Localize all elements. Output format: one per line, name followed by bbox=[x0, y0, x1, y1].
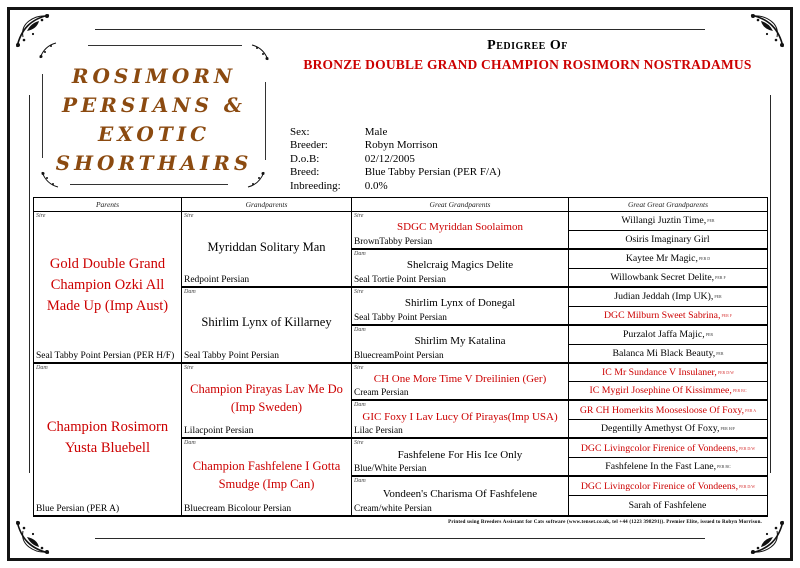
great-great-grandparent-name: IC Mygirl Josephine Of Kissimmee, bbox=[589, 385, 732, 397]
great-grandparent-breed: Cream Persian bbox=[354, 388, 409, 399]
great-grandparent-name: SDGC Myriddan Soolaimon bbox=[397, 221, 523, 234]
great-great-grandparent-cell bbox=[569, 212, 767, 231]
dam-breed: Blue Persian (PER A) bbox=[36, 504, 120, 514]
role-label: Dam bbox=[354, 478, 366, 485]
great-grandparent-breed: Blue/White Persian bbox=[354, 464, 427, 475]
great-grandparent-name: Shelcraig Magics Delite bbox=[406, 259, 514, 272]
grandparent-breed: Bluecream Bicolour Persian bbox=[184, 504, 292, 514]
great-great-grandparent-cell bbox=[569, 269, 767, 288]
great-great-grandparent-name: Kaytee Mr Magic, bbox=[625, 253, 698, 265]
role-label: Sire bbox=[354, 213, 364, 219]
sire-role-label: Sire bbox=[36, 213, 46, 219]
inbreeding-label: Inbreeding: bbox=[290, 179, 341, 192]
great-grandparent-breed: Lilac Persian bbox=[354, 426, 403, 437]
great-great-grandparent-cell bbox=[569, 307, 767, 326]
sire-breed: Seal Tabby Point Persian (PER H/F) bbox=[36, 350, 175, 361]
role-label: Dam bbox=[354, 250, 366, 257]
great-great-grandparent-name: Sarah of Fashfelene bbox=[628, 500, 707, 512]
breed-code-suffix: PER bbox=[716, 350, 724, 356]
inner-border-left bbox=[29, 95, 30, 473]
great-great-grandparent-name: Balanca Mi Black Beauty, bbox=[612, 347, 716, 359]
column-header-great-grandparents: Great Grandparents bbox=[352, 198, 569, 212]
dam-role-label: Dam bbox=[36, 364, 48, 371]
inner-border-bottom bbox=[95, 538, 705, 539]
breeder-value: Robyn Morrison bbox=[364, 139, 438, 152]
great-grandparent-breed: BluecreamPoint Persian bbox=[354, 350, 444, 361]
great-grandparent-name: Shirlim Lynx of Donegal bbox=[404, 297, 516, 310]
great-great-grandparent-name: DGC Livingcolor Firenice of Vondeens, bbox=[580, 442, 739, 454]
great-great-grandparent-cell bbox=[569, 345, 767, 364]
great-great-grandparent-name: IC Mr Sundance V Insulaner, bbox=[601, 366, 717, 378]
great-great-grandparent-cell bbox=[569, 326, 767, 345]
grandparent-cell bbox=[182, 288, 352, 364]
breed-value: Blue Tabby Persian (PER F/A) bbox=[364, 166, 501, 179]
great-great-grandparent-name: DGC Milburn Sweet Sabrina, bbox=[603, 309, 721, 321]
pedigree-of-label: Pedigree Of bbox=[487, 38, 568, 53]
breeder-label: Breeder: bbox=[290, 139, 328, 152]
dob-label: D.o.B: bbox=[290, 152, 320, 165]
great-great-grandparent-name: Purzalot Jaffa Majic, bbox=[622, 329, 705, 341]
great-great-grandparent-name: Willowbank Secret Delite, bbox=[610, 271, 715, 283]
software-credit-line: Printed using Breeders Assistant for Cats software (www.tenset.co.uk, tel +44 (1223 398291)). Premier Elite, issued to Robyn Morrison. bbox=[448, 520, 762, 525]
great-great-grandparent-cell bbox=[569, 477, 767, 496]
great-grandparent-cell bbox=[352, 439, 569, 477]
sex-label: Sex: bbox=[290, 126, 310, 138]
great-grandparent-name: Fashfelene For His Ice Only bbox=[397, 448, 523, 461]
great-grandparent-name: CH One More Time V Dreilinien (Ger) bbox=[373, 372, 547, 385]
grandparent-breed: Redpoint Persian bbox=[184, 274, 250, 285]
great-great-grandparent-cell bbox=[569, 496, 767, 515]
info-row-breed bbox=[290, 166, 501, 179]
great-grandparent-cell bbox=[352, 364, 569, 402]
info-row-sex bbox=[290, 126, 501, 139]
breed-code-suffix: PER bbox=[714, 294, 722, 300]
great-great-grandparent-name: Degentilly Amethyst Of Foxy, bbox=[600, 423, 720, 435]
sire-cell bbox=[34, 212, 182, 364]
inner-border-top bbox=[95, 29, 705, 30]
great-grandparent-cell bbox=[352, 212, 569, 250]
role-label: Sire bbox=[184, 213, 194, 219]
grandparent-name: Shirlim Lynx of Killarney bbox=[201, 315, 332, 330]
great-grandparent-breed: BrownTabby Persian bbox=[354, 236, 433, 247]
great-great-grandparent-cell bbox=[569, 439, 767, 458]
pedigree-header bbox=[285, 38, 770, 73]
dam-name: Champion Rosimorn Yusta Bluebell bbox=[46, 418, 169, 456]
role-label: Dam bbox=[184, 288, 196, 295]
great-great-grandparent-cell bbox=[569, 401, 767, 420]
grandparent-cell bbox=[182, 439, 352, 515]
sire-name: Gold Double Grand Champion Ozki All Made Up (Imp Aust) bbox=[46, 255, 169, 314]
great-grandparent-cell bbox=[352, 401, 569, 439]
grandparent-name: Champion Fashfelene I Gotta Smudge (Imp Can) bbox=[192, 459, 341, 491]
great-great-grandparent-cell bbox=[569, 288, 767, 307]
dam-cell bbox=[34, 364, 182, 516]
great-great-grandparent-cell bbox=[569, 250, 767, 269]
great-grandparent-name: Shirlim My Katalina bbox=[414, 335, 506, 348]
cattery-name bbox=[36, 62, 272, 178]
pedigree-table bbox=[33, 197, 768, 517]
cat-info-block bbox=[290, 126, 501, 193]
great-great-grandparent-name: GR CH Homerkits Moosesloose Of Foxy, bbox=[579, 404, 745, 416]
great-great-grandparent-cell bbox=[569, 231, 767, 250]
column-header-great-great-grandparents: Great Great Grandparents bbox=[569, 198, 767, 212]
sprig-ornament-icon bbox=[38, 40, 58, 60]
breed-code-suffix: PER D/W bbox=[717, 369, 734, 375]
champion-title: BRONZE DOUBLE GRAND CHAMPION ROSIMORN NOSTRADAMUS bbox=[303, 57, 752, 72]
great-grandparent-name: Vondeen's Charisma Of Fashfelene bbox=[382, 487, 538, 500]
sex-value: Male bbox=[364, 126, 388, 138]
breed-code-suffix: PER F bbox=[721, 312, 733, 318]
info-row-dob bbox=[290, 153, 501, 166]
great-grandparent-cell bbox=[352, 288, 569, 326]
breed-code-suffix: PER bbox=[707, 218, 715, 224]
inner-border-right bbox=[770, 95, 771, 473]
breed-code-suffix: PER F bbox=[715, 274, 726, 280]
great-great-grandparent-name: Willangi Juztin Time, bbox=[621, 215, 707, 227]
sprig-ornament-icon bbox=[250, 42, 270, 62]
breed-code-suffix: PER BC bbox=[717, 464, 731, 470]
dob-value: 02/12/2005 bbox=[364, 152, 415, 165]
breed-code-suffix: PER bbox=[705, 332, 714, 338]
info-row-breeder bbox=[290, 139, 501, 152]
column-header-grandparents: Grandparents bbox=[182, 198, 352, 212]
grandparent-cell bbox=[182, 364, 352, 440]
cattery-name-line2: PERSIANS & bbox=[62, 93, 246, 117]
column-header-parents: Parents bbox=[34, 198, 182, 212]
breed-code-suffix: PER BC bbox=[732, 388, 747, 394]
role-label: Dam bbox=[184, 440, 196, 447]
great-great-grandparent-cell bbox=[569, 364, 767, 383]
breed-code-suffix: PER D/W bbox=[739, 483, 756, 489]
role-label: Sire bbox=[354, 288, 364, 295]
cattery-name-line1: ROSIMORN bbox=[71, 64, 237, 88]
grandparent-cell bbox=[182, 212, 352, 288]
great-grandparent-breed: Cream/white Persian bbox=[354, 504, 432, 514]
great-grandparent-breed: Seal Tortie Point Persian bbox=[354, 274, 446, 285]
breed-code-suffix: PER H/F bbox=[720, 426, 736, 432]
cattery-name-line3: EXOTIC bbox=[98, 122, 210, 146]
great-great-grandparent-cell bbox=[569, 420, 767, 439]
great-great-grandparent-name: Judian Jeddah (Imp UK), bbox=[614, 291, 714, 303]
cattery-name-line4: SHORTHAIRS bbox=[55, 151, 253, 175]
role-label: Dam bbox=[354, 402, 366, 409]
breed-code-suffix: PER A bbox=[745, 407, 757, 413]
great-grandparent-name: GIC Foxy I Lav Lucy Of Pirayas(Imp USA) bbox=[362, 410, 558, 423]
logo-border-top bbox=[88, 45, 242, 46]
grandparent-breed: Seal Tabby Point Persian bbox=[184, 350, 279, 361]
info-row-inbreeding bbox=[290, 180, 501, 193]
role-label: Sire bbox=[354, 440, 364, 447]
breed-code-suffix: PER D/W bbox=[739, 445, 756, 451]
logo-border-bottom bbox=[70, 184, 228, 185]
role-label: Sire bbox=[184, 364, 194, 371]
great-grandparent-cell bbox=[352, 250, 569, 288]
great-grandparent-breed: Seal Tabby Point Persian bbox=[354, 312, 447, 323]
great-great-grandparent-name: Fashfelene In the Fast Lane, bbox=[605, 461, 717, 473]
great-grandparent-cell bbox=[352, 477, 569, 515]
great-great-grandparent-cell bbox=[569, 458, 767, 477]
grandparent-name: Myriddan Solitary Man bbox=[207, 239, 326, 254]
grandparent-name: Champion Pirayas Lav Me Do (Imp Sweden) bbox=[190, 382, 343, 414]
grandparent-breed: Lilacpoint Persian bbox=[184, 426, 254, 437]
role-label: Dam bbox=[354, 326, 366, 333]
cattery-logo-box bbox=[36, 40, 272, 190]
great-great-grandparent-name: Osiris Imaginary Girl bbox=[625, 233, 710, 245]
inbreeding-value: 0.0% bbox=[364, 179, 388, 192]
great-great-grandparent-cell bbox=[569, 382, 767, 401]
great-grandparent-cell bbox=[352, 326, 569, 364]
great-great-grandparent-name: DGC Livingcolor Firenice of Vondeens, bbox=[580, 480, 739, 492]
breed-label: Breed: bbox=[290, 166, 320, 179]
role-label: Sire bbox=[354, 364, 364, 371]
breed-code-suffix: PER D bbox=[698, 256, 711, 262]
